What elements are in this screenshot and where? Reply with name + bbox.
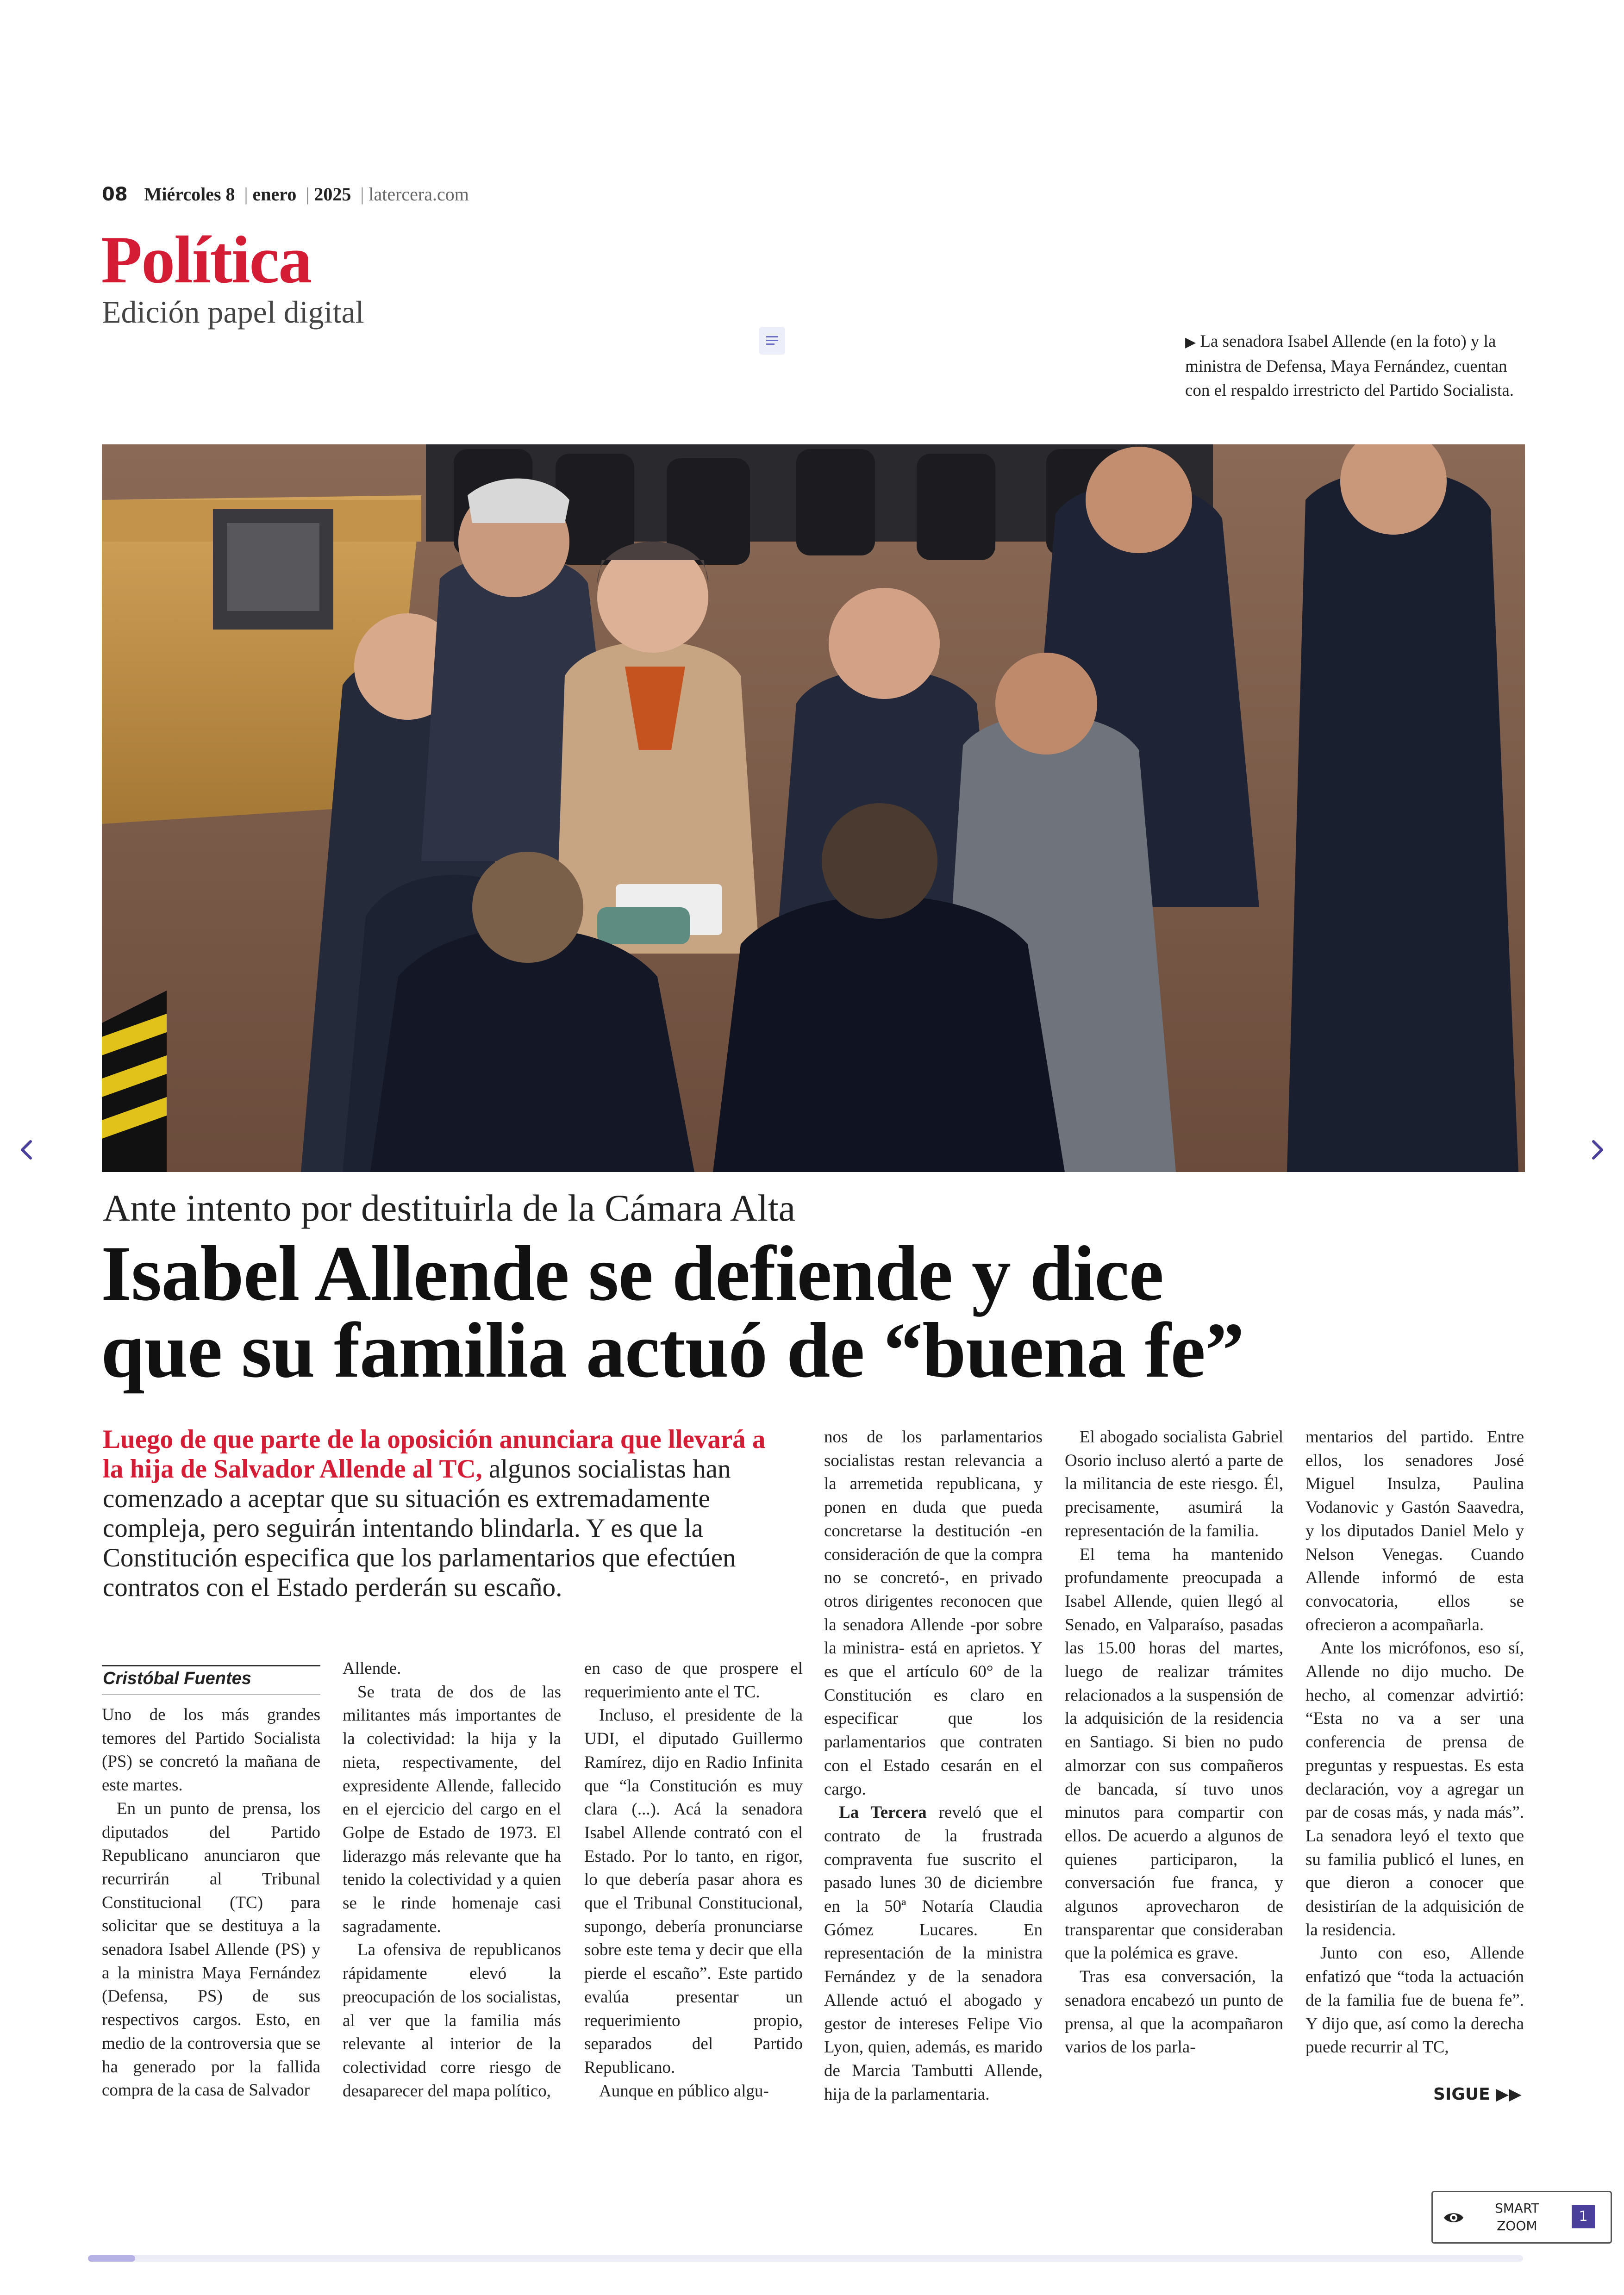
edition-label: Edición papel digital — [102, 294, 364, 330]
body-paragraph: Junto con eso, Allende enfatizó que “toda la actuación de la familia fue de buena fe”. Y dijo que, así como la derecha puede recurrir al TC, — [1305, 1944, 1524, 2057]
chevron-left-icon — [9, 1132, 44, 1167]
prev-page-button[interactable] — [9, 1132, 44, 1167]
continues-marker: SIGUE ▶▶ — [1433, 2085, 1522, 2104]
byline-rule — [102, 1694, 320, 1695]
body-paragraph: mentarios del partido. Entre ellos, los senadores José Miguel Insulza, Paulina Vodanovic y Gastón Saavedra, y los diputados Daniel Melo y Nelson Venegas. Cuando Allende informó de esta convocatoria, ellos se ofrecieron a acompañarla. — [1305, 1428, 1524, 1634]
article-lead — [103, 1425, 788, 1603]
smart-zoom-label-line: SMART — [1495, 2201, 1539, 2216]
note-icon[interactable] — [759, 327, 785, 355]
section-title: Política — [101, 222, 312, 297]
reading-progress-fill — [88, 2255, 135, 2262]
body-column-1 — [102, 1703, 320, 2102]
body-paragraph: La ofensiva de republicanos rápidamente elevó la preocupación de los socialistas, al ver que la familia más relevante al interior de la colectividad corre riesgo de desaparecer del mapa político, — [343, 1940, 561, 2101]
body-paragraph: El abogado socialista Gabriel Osorio incluso alertó a parte de la militancia de este riesgo. Él, precisamente, asumirá la representación de la familia. — [1065, 1428, 1283, 1540]
body-paragraph: Aunque en público algu- — [599, 2081, 769, 2101]
article-headline — [101, 1230, 1244, 1394]
body-paragraph: Ante los micrófonos, eso sí, Allende no dijo mucho. De hecho, al comenzar advirtió: “Esta no va a ser una conferencia de prensa de preguntas y respuestas. Es esta declaración, voy a agregar un par de cosas más, y nada más”. La senadora leyó el texto que su familia publicó el lunes, en que dieron a conocer que desistirían de la adquisición de la residencia. — [1305, 1639, 1524, 1940]
page-folio — [102, 183, 469, 205]
newspaper-name: La Tercera — [839, 1803, 927, 1822]
smart-zoom-label — [1495, 2200, 1539, 2235]
body-paragraph: El tema ha mantenido profundamente preocupada a Isabel Allende, quien llegó al Senado, en Valparaíso, pasadas las 15.00 horas del martes, luego de realizar trámites relacionados a la suspensión de la adquisición de la residencia en Santiago. Si bien no pudo almorzar con sus compañeros de bancada, sí tuvo unos minutos para compartir con ellos. De acuerdo a algunos de quienes participaron, la conversación fue franca, y algunos aprovecharon de transparentar que consideraban que la polémica es grave. — [1065, 1545, 1283, 1963]
body-paragraph: Uno de los más grandes temores del Partido Socialista (PS) se concretó la mañana de este martes. — [102, 1705, 320, 1795]
folio-separator: | — [306, 184, 310, 205]
body-text: reveló que el contrato de la frustrada compraventa fue suscrito el pasado lunes 30 de diciembre en la 50ª Notaría Claudia Gómez Lucares. En representación de la ministra Fernández y de la senadora Allende actuó el abogado y gestor de intereses Felipe Vio Lyon, quien, además, es marido de Marcia Tambutti Allende, hija de la parlamentaria. — [824, 1803, 1043, 2104]
smart-zoom-button[interactable] — [1431, 2191, 1612, 2244]
smart-zoom-label-line: ZOOM — [1497, 2218, 1537, 2233]
body-column-3 — [584, 1657, 803, 2103]
chevron-right-icon — [1580, 1132, 1615, 1167]
body-column-6 — [1305, 1426, 1524, 2059]
lead-text: algunos socialistas han comenzado a aceptar que su situación es extremadamente compleja, pero seguirán intentando blindarla. Y es que la Constitución especifica que los parlamentarios que efectúen contratos con el Estado perderán su escaño. — [103, 1454, 736, 1602]
caption-text: La senadora Isabel Allende (en la foto) y la ministra de Defensa, Maya Fernández, cuentan con el respaldo irrestricto del Partido Socialista. — [1185, 332, 1514, 400]
body-paragraph: Allende. — [343, 1659, 401, 1678]
body-column-4 — [824, 1426, 1043, 2106]
folio-date: Miércoles 8 — [144, 184, 235, 205]
folio-separator: | — [360, 184, 364, 205]
lead-highlight: Luego de que parte de la oposición anunciara que llevará a la hija de Salvador Allende al TC, — [103, 1425, 766, 1484]
headline-line: Isabel Allende se defiende y dice — [101, 1230, 1164, 1317]
folio-separator: | — [244, 184, 248, 205]
next-page-button[interactable] — [1580, 1132, 1615, 1167]
folio-site: latercera.com — [369, 184, 469, 205]
body-paragraph: Se trata de dos de las militantes más importantes de la colectividad: la hija y la nieta, respectivamente, del expresidente Allende, fallecido en el ejercicio del cargo en el Golpe de Estado de 1973. El liderazgo más relevante que ha tenido la colectividad y a quien se le rinde homenaje casi sagradamente. — [343, 1682, 561, 1936]
folio-year: 2025 — [314, 184, 351, 205]
reading-progress-bar[interactable] — [88, 2255, 1523, 2262]
article-kicker: Ante intento por destituirla de la Cámara Alta — [103, 1187, 796, 1229]
folio-month: enero — [252, 184, 297, 205]
body-paragraph: En un punto de prensa, los diputados del Partido Republicano anunciaron que recurrirán al Tribunal Constitucional (TC) para solicitar que se destituya a la senadora Isabel Allende (PS) y a la ministra Maya Fernández (Defensa, PS) de sus respectivos cargos. Esto, en medio de la controversia que se ha generado por la fallida compra de la casa de Salvador — [102, 1799, 320, 2100]
eye-icon — [1442, 2206, 1465, 2229]
body-column-2 — [343, 1657, 561, 2103]
body-column-5 — [1065, 1426, 1283, 2059]
page-badge: 1 — [1572, 2205, 1595, 2228]
body-paragraph — [824, 1801, 1043, 2106]
headline-line: que su familia actuó de “buena fe” — [101, 1307, 1244, 1394]
body-paragraph: Tras esa conversación, la senadora encabezó un punto de prensa, al que la acompañaron varios de los parla- — [1065, 1967, 1283, 2057]
page-number: 08 — [102, 184, 128, 205]
body-paragraph: Incluso, el presidente de la UDI, el diputado Guillermo Ramírez, dijo en Radio Infinita que “la Constitución es muy clara (...). Acá la senadora Isabel Allende contrató con el Estado. Por lo tanto, en rigor, lo que debería pasar ahora es que el Tribunal Constitucional, supongo, debería pronunciarse sobre este tema y decir que ella pierde el escaño”. Este partido evalúa presentar un requerimiento propio, separados del Partido Republicano. — [584, 1706, 803, 2077]
caption-triangle-icon: ▶ — [1185, 335, 1196, 350]
body-paragraph: nos de los parlamentarios socialistas restan relevancia a la arremetida republicana, y ponen en duda que pueda concretarse la destitución -en consideración de que la compra no se concretó-, en privado otros dirigentes reconocen que la senadora Allende -por sobre la ministra- está en aprietos. Y es que el artículo 60° de la Constitución es claro en especificar que los parlamentarios que contraten con el Estado cesarán en el cargo. — [824, 1428, 1043, 1799]
body-paragraph: en caso de que prospere el requerimiento ante el TC. — [584, 1659, 803, 1702]
article-photo — [102, 444, 1525, 1172]
byline-rule — [102, 1665, 320, 1666]
byline: Cristóbal Fuentes — [103, 1669, 251, 1688]
photo-caption — [1185, 330, 1528, 403]
